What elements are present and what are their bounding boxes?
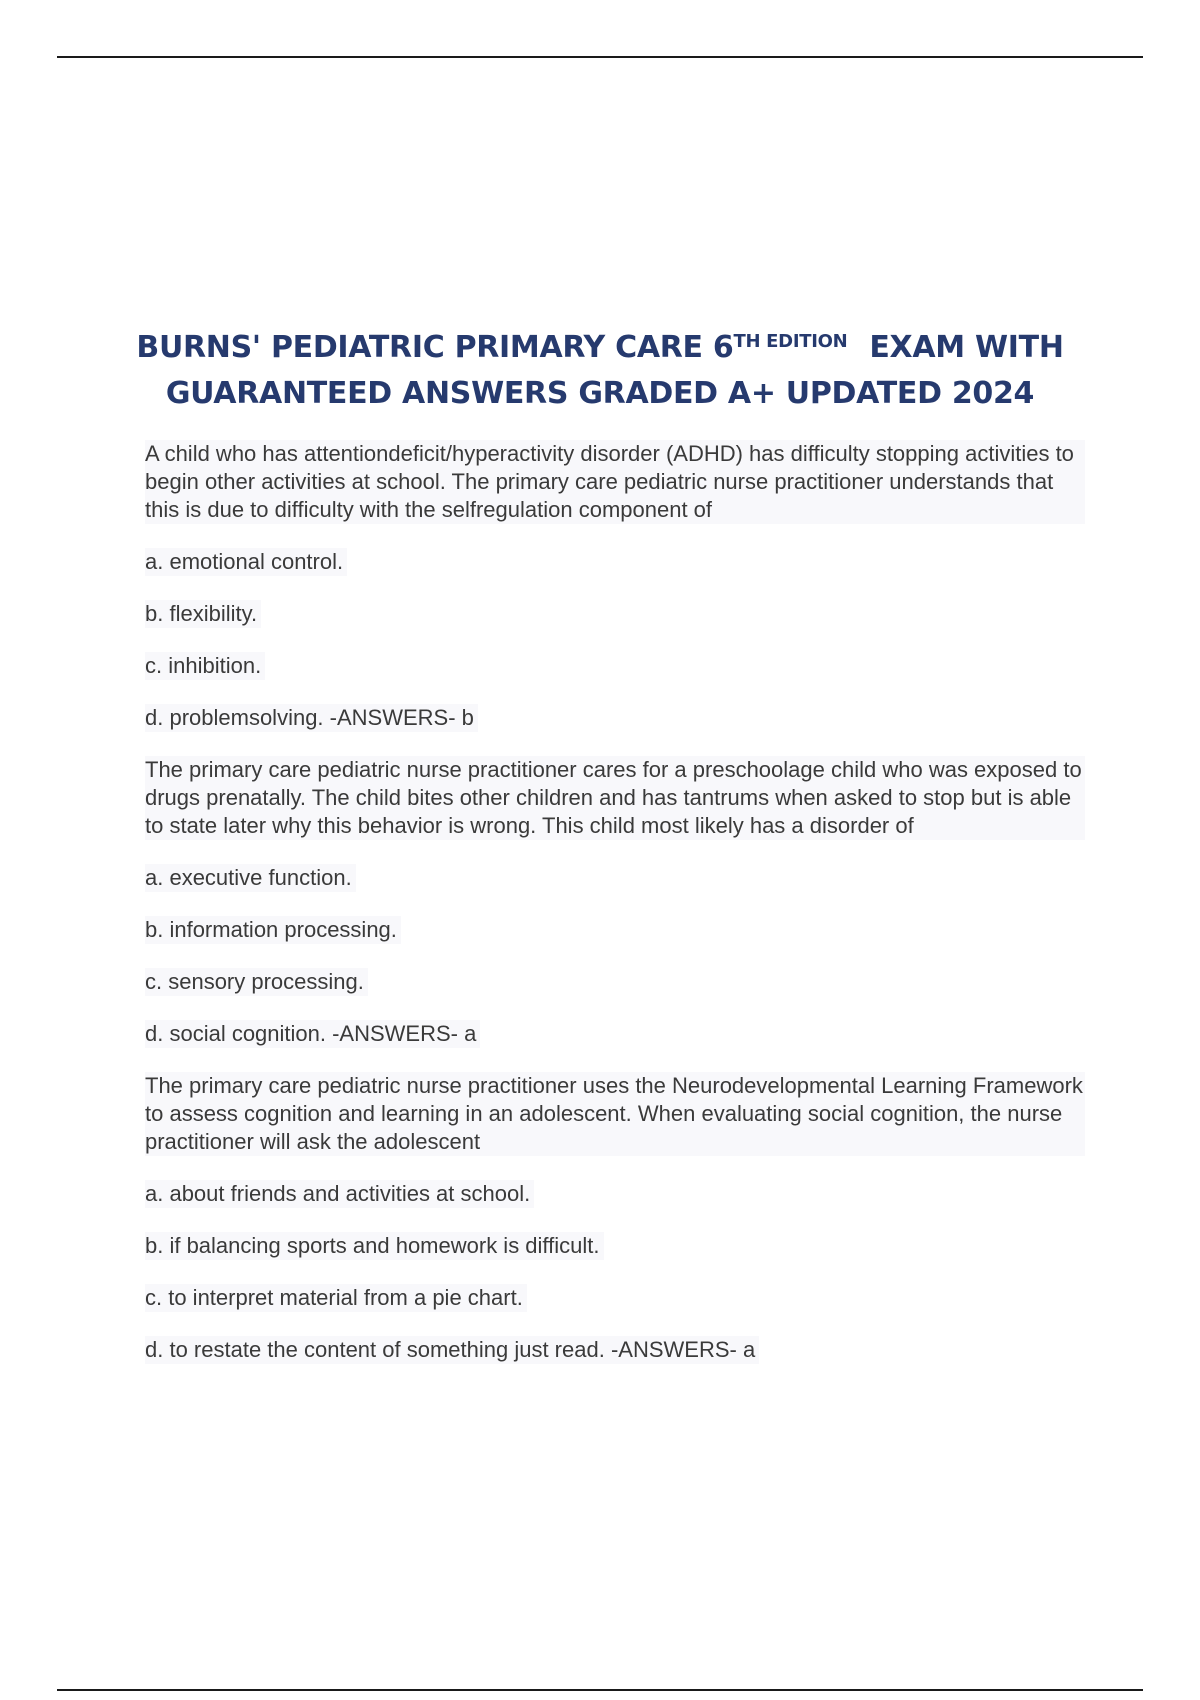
answer-option: d. social cognition. -ANSWERS- a xyxy=(145,1020,1085,1048)
answer-option: c. to interpret material from a pie chart. xyxy=(145,1284,1085,1312)
title-line1-pre: BURNS' PEDIATRIC PRIMARY CARE 6 xyxy=(136,330,734,365)
question-list xyxy=(145,440,1085,1388)
top-rule xyxy=(57,56,1143,58)
answer-option: a. about friends and activities at school. xyxy=(145,1180,1085,1208)
answer-option: c. inhibition. xyxy=(145,652,1085,680)
document-title xyxy=(100,325,1100,417)
title-line1-post: EXAM WITH xyxy=(869,330,1064,365)
title-superscript: TH EDITION xyxy=(733,331,848,352)
question-text: The primary care pediatric nurse practitioner uses the Neurodevelopmental Learning Framework to assess cognition and learning in an adolescent. When evaluating social cognition, the nurse practitioner will ask the adolescent xyxy=(145,1072,1085,1156)
answer-option: a. emotional control. xyxy=(145,548,1085,576)
answer-option: c. sensory processing. xyxy=(145,968,1085,996)
question-text: The primary care pediatric nurse practitioner cares for a preschoolage child who was exposed to drugs prenatally. The child bites other children and has tantrums when asked to stop but is able to state later why this behavior is wrong. This child most likely has a disorder of xyxy=(145,756,1085,840)
answer-option: b. information processing. xyxy=(145,916,1085,944)
question-text: A child who has attentiondeficit/hyperactivity disorder (ADHD) has difficulty stopping activities to begin other activities at school. The primary care pediatric nurse practitioner understands that this is due to difficulty with the selfregulation component of xyxy=(145,440,1085,524)
title-line2: GUARANTEED ANSWERS GRADED A+ UPDATED 2024 xyxy=(165,376,1035,411)
answer-option: b. flexibility. xyxy=(145,600,1085,628)
answer-option: d. problemsolving. -ANSWERS- b xyxy=(145,704,1085,732)
answer-option: d. to restate the content of something just read. -ANSWERS- a xyxy=(145,1336,1085,1364)
answer-option: a. executive function. xyxy=(145,864,1085,892)
answer-option: b. if balancing sports and homework is difficult. xyxy=(145,1232,1085,1260)
bottom-rule xyxy=(57,1689,1143,1691)
